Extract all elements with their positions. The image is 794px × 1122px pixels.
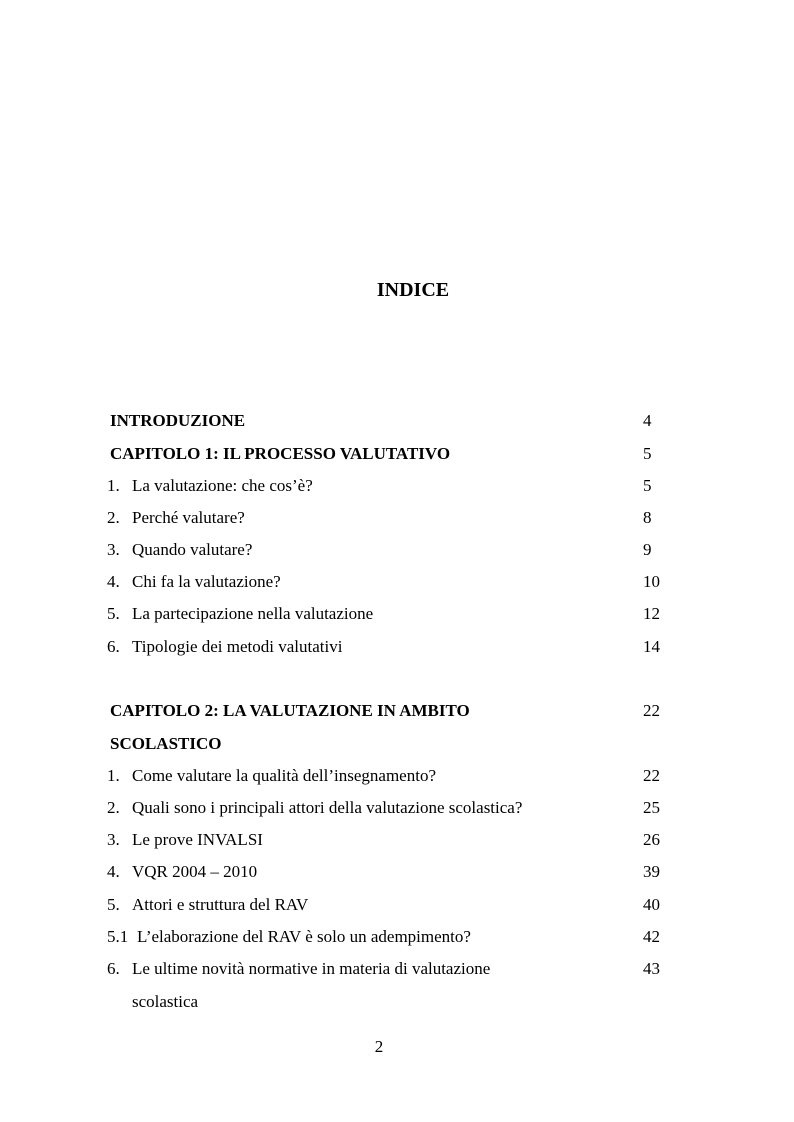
- toc-entry: [0, 602, 794, 626]
- toc-entry: [0, 957, 794, 981]
- toc-entry-page: 4: [643, 411, 652, 430]
- toc-entry-page: 8: [643, 508, 652, 527]
- toc-entry-text: Chi fa la valutazione?: [132, 572, 281, 591]
- toc-entry-number: 1.: [107, 476, 120, 495]
- toc-entry-text: INTRODUZIONE: [110, 411, 246, 430]
- toc-entry-text: Le ultime novità normative in materia di valutazione: [132, 959, 491, 978]
- toc-entry-introduzione: [0, 409, 794, 433]
- toc-entry: [0, 828, 794, 852]
- toc-entry-page: 9: [643, 540, 652, 559]
- toc-entry: [0, 538, 794, 562]
- toc-entry-page: 5: [643, 444, 652, 463]
- toc-entry-text: Attori e struttura del RAV: [132, 895, 309, 914]
- toc-entry-page: 14: [643, 637, 660, 656]
- toc-entry-page: 40: [643, 895, 660, 914]
- toc-entry-text: Tipologie dei metodi valutativi: [132, 637, 343, 656]
- toc-entry-number: 4.: [107, 572, 120, 591]
- toc-entry: [0, 925, 794, 949]
- toc-entry-number: 6.: [107, 959, 120, 978]
- page-number: 2: [374, 1037, 384, 1056]
- toc-entry-number: 2.: [107, 508, 120, 527]
- toc-entry-chapter-1: [0, 442, 794, 466]
- toc-entry-page: 5: [643, 476, 652, 495]
- toc-entry-cont: [0, 990, 794, 1014]
- toc-entry-text: CAPITOLO 2: LA VALUTAZIONE IN AMBITO: [110, 701, 470, 720]
- toc-entry-page: 22: [643, 701, 660, 720]
- toc-entry-number: 1.: [107, 766, 120, 785]
- toc-entry: [0, 764, 794, 788]
- toc-entry-page: 12: [643, 604, 660, 623]
- toc-entry-chapter-2-cont: [0, 732, 794, 756]
- toc-entry-number: 6.: [107, 637, 120, 656]
- toc-entry-page: 22: [643, 766, 660, 785]
- toc-entry-text: L’elaborazione del RAV è solo un adempimento?: [137, 927, 471, 946]
- toc-entry-text: La valutazione: che cos’è?: [132, 476, 313, 495]
- toc-entry-text: La partecipazione nella valutazione: [132, 604, 374, 623]
- toc-entry: [0, 893, 794, 917]
- toc-entry: [0, 796, 794, 820]
- toc-entry-text: VQR 2004 – 2010: [132, 862, 258, 881]
- toc-entry-page: 43: [643, 959, 660, 978]
- toc-entry-number: 2.: [107, 798, 120, 817]
- toc-entry-chapter-2: [0, 699, 794, 723]
- toc-entry-page: 10: [643, 572, 660, 591]
- toc-entry: [0, 860, 794, 884]
- toc-entry-number: 3.: [107, 830, 120, 849]
- toc-entry-text: CAPITOLO 1: IL PROCESSO VALUTATIVO: [110, 444, 451, 463]
- toc-entry: [0, 474, 794, 498]
- toc-entry-number: 5.1: [107, 927, 129, 946]
- toc-entry-text: Come valutare la qualità dell’insegnamento?: [132, 766, 436, 785]
- toc-entry-text: Perché valutare?: [132, 508, 245, 527]
- page-title: INDICE: [376, 279, 450, 301]
- toc-entry-text: scolastica: [132, 992, 199, 1011]
- toc-entry-number: 5.: [107, 895, 120, 914]
- toc-entry-number: 3.: [107, 540, 120, 559]
- toc-entry-text: Quando valutare?: [132, 540, 253, 559]
- toc-entry: [0, 506, 794, 530]
- toc-entry-number: 4.: [107, 862, 120, 881]
- toc-entry-page: 42: [643, 927, 660, 946]
- toc-entry: [0, 570, 794, 594]
- toc-entry-text: Quali sono i principali attori della valutazione scolastica?: [132, 798, 523, 817]
- toc-entry: [0, 635, 794, 659]
- toc-entry-text: Le prove INVALSI: [132, 830, 263, 849]
- toc-entry-page: 26: [643, 830, 660, 849]
- toc-entry-number: 5.: [107, 604, 120, 623]
- toc-entry-page: 25: [643, 798, 660, 817]
- toc-entry-text: SCOLASTICO: [110, 734, 222, 753]
- toc-entry-page: 39: [643, 862, 660, 881]
